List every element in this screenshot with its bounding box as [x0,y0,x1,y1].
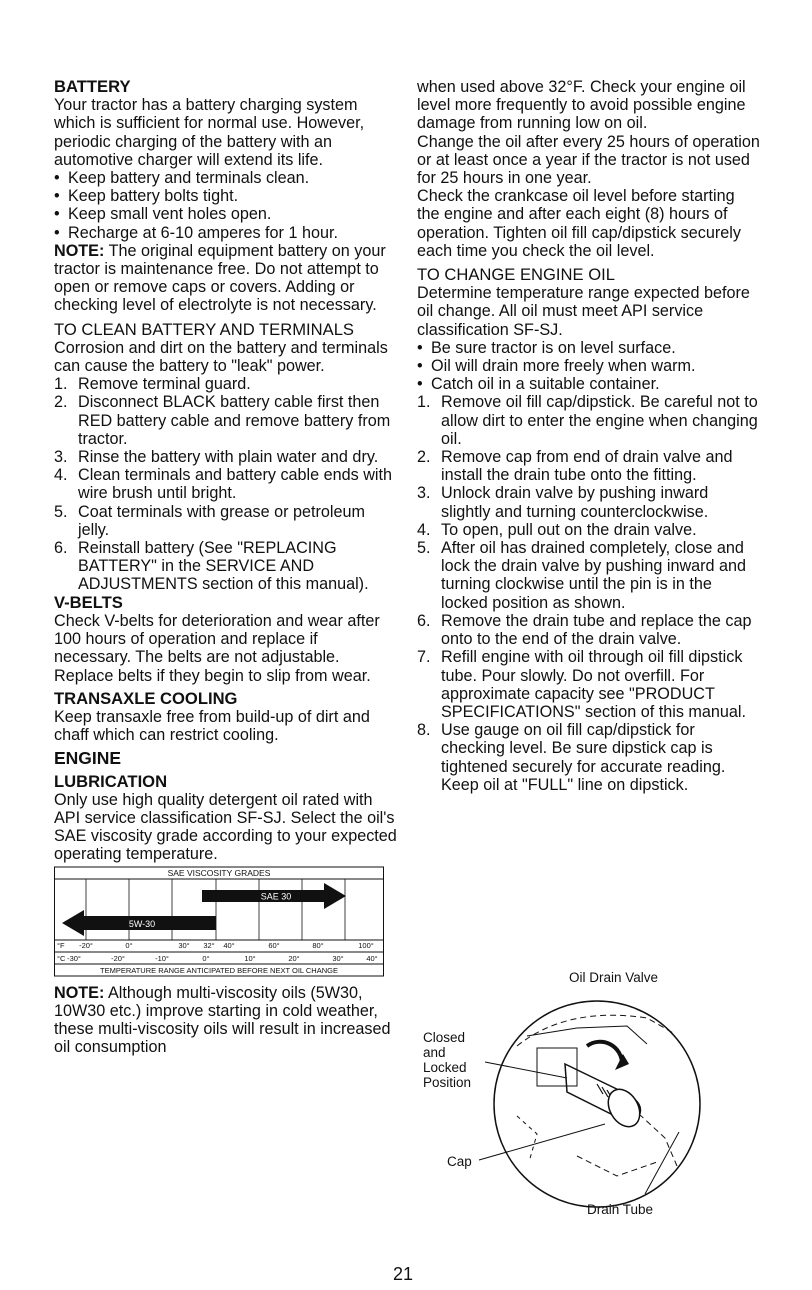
list-item: 5. Coat terminals with grease or petroleum jelly. [54,502,366,539]
list-item: 3. Unlock drain valve by pushing inward slightly and turning counterclockwise. [417,484,709,521]
oil-change-interval-paragraph: Change the oil after every 25 hours of operation or at least once a year if the tractor is not used for 25 hours in one year. [417,132,760,188]
tick-label: 60° [268,940,280,950]
change-oil-heading: TO CHANGE ENGINE OIL [417,265,615,285]
list-item: 5. After oil has drained completely, close and lock the drain valve by pushing inward and turning clockwise until the pin is in the locked position as shown. [417,539,747,612]
battery-bullet-list [54,169,398,242]
drain-tube-outline [639,1114,677,1166]
list-item: 7. Refill engine with oil through oil fill dipstick tube. Pour slowly. Do not overfill. For approximate capacity see "PRODUCT SPECIFICATIONS" section of this manual. [417,648,747,721]
chart-footer: TEMPERATURE RANGE ANTICIPATED BEFORE NEXT OIL CHANGE [100,965,338,975]
vbelts-heading: V-BELTS [54,592,123,612]
list-item: • Catch oil in a suitable container. [417,375,761,393]
change-oil-intro: Determine temperature range expected before oil change. All oil must meet API service classification SF-SJ. [417,284,750,339]
oil-drain-valve-figure [417,966,762,1231]
valve-cap [602,1084,646,1133]
list-item: 1. Remove oil fill cap/dipstick. Be careful not to allow dirt to enter the engine when changing oil. [417,393,758,448]
tick-label: -20° [79,940,93,950]
list-item: 2. Disconnect BLACK battery cable first then RED battery cable and remove battery from tractor. [54,393,391,448]
note-text: The original equipment battery on your tractor is maintenance free. Do not attempt to open or remove caps or covers. Adding or checking level of electrolyte is not necessary. [54,241,386,315]
change-oil-steps [417,393,761,793]
chart-title: SAE VISCOSITY GRADES [167,867,271,878]
list-item: 8. Use gauge on oil fill cap/dipstick for checking level. Be sure dipstick cap is tightened securely for accurate reading. Keep oil at "FULL" line on dipstick. [417,721,726,794]
list-item: • Keep battery bolts tight. [54,187,398,205]
housing-outline [517,1116,537,1162]
note-label: NOTE: [54,983,105,1002]
note-text: Although multi-viscosity oils (5W30, 10W30 etc.) improve starting in cold weather, these multi-viscosity oils will result in increased oil consumption [54,983,391,1057]
list-item: • Keep small vent holes open. [54,205,398,223]
page-number: 21 [393,1264,414,1284]
note-label: NOTE: [54,241,105,260]
tick-label: -20° [111,953,125,963]
viscosity-note [54,984,398,1057]
detail-circle [494,1001,700,1207]
list-item: 6. Reinstall battery (See "REPLACING BATTERY" in the SERVICE AND ADJUSTMENTS section of this manual). [54,539,369,594]
drain-tube-label: Drain Tube [587,1202,654,1217]
vbelts-paragraph: Check V-belts for deterioration and wear after 100 hours of operation and replace if necessary. The belts are not adjustable. Replace belts if they begin to slip from wear. [54,611,380,685]
clean-battery-steps [54,375,398,593]
bar-5w30-label: 5W-30 [128,918,156,929]
battery-paragraph: Your tractor has a battery charging system which is sufficient for normal use. However, periodic charging of the battery with an automotive charger will extend its life. [54,96,365,169]
tick-label: 0° [202,953,210,963]
oil-consumption-paragraph: when used above 32°F. Check your engine oil level more frequently to avoid possible engine damage from running low on oil. [417,78,746,133]
tick-label: 20° [288,953,300,963]
tick-label: -10° [155,953,169,963]
list-item: 1. Remove terminal guard. [54,375,251,394]
battery-heading: BATTERY [54,77,131,96]
housing-outline [577,1156,657,1176]
list-item: 4. Clean terminals and battery cable ends with wire brush until bright. [54,466,393,503]
battery-note [54,242,398,315]
list-item: • Keep battery and terminals clean. [54,169,398,187]
valve-knurl [602,1087,608,1097]
transaxle-heading: TRANSAXLE COOLING [54,688,238,708]
change-oil-bullet-list [417,339,761,394]
list-item: • Be sure tractor is on level surface. [417,339,761,357]
left-column [54,78,398,1056]
lubrication-heading: LUBRICATION [54,771,168,791]
engine-heading: ENGINE [54,748,122,769]
closed-locked-label: Closed and Locked Position [423,1030,472,1090]
bar-sae30-label: SAE 30 [260,891,292,902]
right-column [417,78,761,794]
cap-label: Cap [447,1154,472,1169]
tick-label: 30° [332,953,344,963]
tick-label: 30° [178,940,190,950]
figure-title: Oil Drain Valve [569,970,659,985]
list-item: 6. Remove the drain tube and replace the cap onto to the end of the drain valve. [417,611,752,649]
c-unit: °C [57,953,66,963]
tick-label: 80° [312,940,324,950]
tick-label: 10° [244,953,256,963]
tick-label: -30° [67,953,81,963]
rotation-arrowhead [615,1054,629,1070]
list-item: 4. To open, pull out on the drain valve. [417,520,697,539]
tick-label: 100° [358,940,374,950]
sae-viscosity-chart [54,866,384,978]
tick-label: 32° [203,940,215,950]
list-item: • Recharge at 6-10 amperes for 1 hour. [54,224,398,242]
clean-battery-paragraph: Corrosion and dirt on the battery and terminals can cause the battery to "leak" power. [54,338,388,376]
clean-battery-heading: TO CLEAN BATTERY AND TERMINALS [54,319,354,339]
rotation-arrow-arc [587,1042,622,1064]
tick-label: 0° [125,940,133,950]
list-item: 3. Rinse the battery with plain water and dry. [54,448,379,467]
oil-check-paragraph: Check the crankcase oil level before starting the engine and after each eight (8) hours of operation. Tighten oil fill cap/dipstick securely each time you check the oil level. [417,187,741,260]
tick-label: 40° [223,940,235,950]
list-item: • Oil will drain more freely when warm. [417,357,761,375]
lubrication-paragraph: Only use high quality detergent oil rated with API service classification SF-SJ. Select the oil's SAE viscosity grade according to your expected operating temperature. [54,790,397,864]
viscosity-chart-graphic [54,866,384,978]
valve-knurl [597,1084,603,1094]
list-item: 2. Remove cap from end of drain valve and install the drain tube onto the fitting. [417,448,733,485]
tick-label: 40° [366,953,378,963]
f-unit: °F [57,940,65,950]
drain-valve-illustration [417,966,762,1231]
transaxle-paragraph: Keep transaxle free from build-up of dirt and chaff which can restrict cooling. [54,707,370,745]
